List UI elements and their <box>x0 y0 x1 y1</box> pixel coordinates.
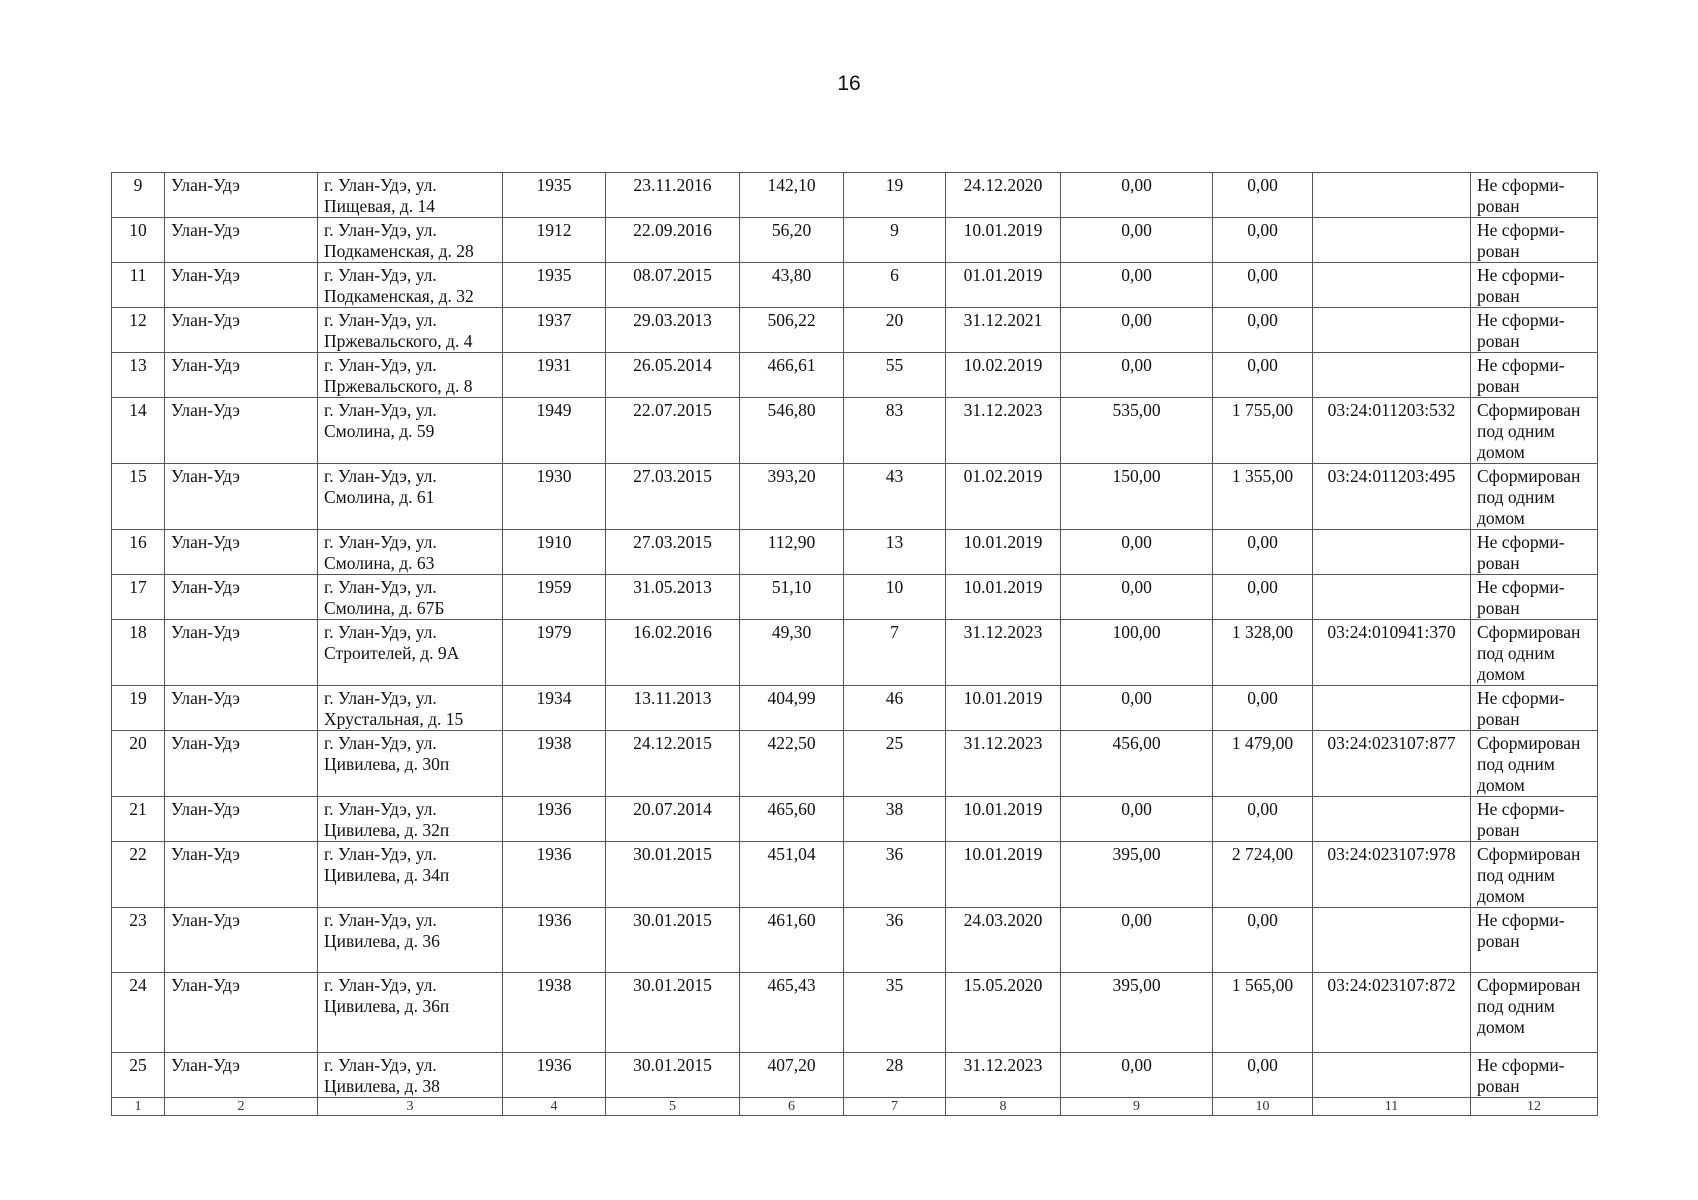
value-col10-cell: 1 479,00 <box>1213 731 1313 797</box>
land-status-cell: Сформирован под одним домом <box>1471 464 1598 530</box>
row-number-cell: 17 <box>112 575 165 620</box>
table-body <box>112 173 1598 1116</box>
city-cell: Улан-Удэ <box>165 620 318 686</box>
table-row <box>112 973 1598 1053</box>
build-year-cell: 1931 <box>503 353 606 398</box>
recognition-date-cell: 29.03.2013 <box>606 308 740 353</box>
recognition-date-cell: 30.01.2015 <box>606 842 740 908</box>
value-col10-cell: 0,00 <box>1213 908 1313 973</box>
table-row <box>112 842 1598 908</box>
row-number-cell: 22 <box>112 842 165 908</box>
value-col10-cell: 1 565,00 <box>1213 973 1313 1053</box>
column-number: 12 <box>1471 1098 1598 1116</box>
resettlement-deadline-cell: 31.12.2023 <box>946 620 1061 686</box>
cadastral-number-cell <box>1313 686 1471 731</box>
land-status-cell: Не сформи- рован <box>1471 530 1598 575</box>
land-status-cell: Не сформи- рован <box>1471 263 1598 308</box>
recognition-date-cell: 23.11.2016 <box>606 173 740 218</box>
row-number-cell: 25 <box>112 1053 165 1098</box>
resettlement-deadline-cell: 31.12.2023 <box>946 398 1061 464</box>
resettlement-deadline-cell: 10.01.2019 <box>946 686 1061 731</box>
row-number-cell: 19 <box>112 686 165 731</box>
land-status-cell: Не сформи- рован <box>1471 173 1598 218</box>
row-number-cell: 9 <box>112 173 165 218</box>
table-row <box>112 464 1598 530</box>
residents-cell: 46 <box>844 686 946 731</box>
recognition-date-cell: 30.01.2015 <box>606 973 740 1053</box>
city-cell: Улан-Удэ <box>165 173 318 218</box>
value-col9-cell: 0,00 <box>1061 353 1213 398</box>
resettlement-deadline-cell: 31.12.2023 <box>946 1053 1061 1098</box>
value-col10-cell: 0,00 <box>1213 575 1313 620</box>
address-cell: г. Улан-Удэ, ул. Смолина, д. 61 <box>318 464 503 530</box>
land-status-cell: Не сформи- рован <box>1471 686 1598 731</box>
value-col9-cell: 535,00 <box>1061 398 1213 464</box>
resettlement-deadline-cell: 31.12.2023 <box>946 731 1061 797</box>
recognition-date-cell: 27.03.2015 <box>606 530 740 575</box>
recognition-date-cell: 24.12.2015 <box>606 731 740 797</box>
recognition-date-cell: 20.07.2014 <box>606 797 740 842</box>
city-cell: Улан-Удэ <box>165 308 318 353</box>
address-cell: г. Улан-Удэ, ул. Смолина, д. 67Б <box>318 575 503 620</box>
value-col9-cell: 0,00 <box>1061 308 1213 353</box>
row-number-cell: 11 <box>112 263 165 308</box>
area-cell: 56,20 <box>740 218 844 263</box>
cadastral-number-cell <box>1313 908 1471 973</box>
column-number: 10 <box>1213 1098 1313 1116</box>
area-cell: 461,60 <box>740 908 844 973</box>
value-col9-cell: 100,00 <box>1061 620 1213 686</box>
column-number: 1 <box>112 1098 165 1116</box>
resettlement-deadline-cell: 31.12.2021 <box>946 308 1061 353</box>
area-cell: 51,10 <box>740 575 844 620</box>
residents-cell: 83 <box>844 398 946 464</box>
build-year-cell: 1937 <box>503 308 606 353</box>
value-col9-cell: 395,00 <box>1061 842 1213 908</box>
value-col10-cell: 0,00 <box>1213 308 1313 353</box>
column-number: 7 <box>844 1098 946 1116</box>
recognition-date-cell: 13.11.2013 <box>606 686 740 731</box>
cadastral-number-cell <box>1313 797 1471 842</box>
address-cell: г. Улан-Удэ, ул. Цивилева, д. 36п <box>318 973 503 1053</box>
cadastral-number-cell <box>1313 263 1471 308</box>
cadastral-number-cell: 03:24:023107:872 <box>1313 973 1471 1053</box>
column-number: 3 <box>318 1098 503 1116</box>
build-year-cell: 1938 <box>503 731 606 797</box>
table-row <box>112 731 1598 797</box>
residents-cell: 10 <box>844 575 946 620</box>
address-cell: г. Улан-Удэ, ул. Цивилева, д. 30п <box>318 731 503 797</box>
resettlement-deadline-cell: 10.01.2019 <box>946 575 1061 620</box>
column-number: 6 <box>740 1098 844 1116</box>
row-number-cell: 15 <box>112 464 165 530</box>
value-col10-cell: 1 755,00 <box>1213 398 1313 464</box>
recognition-date-cell: 16.02.2016 <box>606 620 740 686</box>
address-cell: г. Улан-Удэ, ул. Хрустальная, д. 15 <box>318 686 503 731</box>
value-col9-cell: 150,00 <box>1061 464 1213 530</box>
table-row <box>112 398 1598 464</box>
area-cell: 43,80 <box>740 263 844 308</box>
address-cell: г. Улан-Удэ, ул. Подкаменская, д. 32 <box>318 263 503 308</box>
land-status-cell: Сформирован под одним домом <box>1471 973 1598 1053</box>
recognition-date-cell: 30.01.2015 <box>606 1053 740 1098</box>
resettlement-deadline-cell: 10.01.2019 <box>946 530 1061 575</box>
value-col10-cell: 0,00 <box>1213 173 1313 218</box>
value-col9-cell: 0,00 <box>1061 908 1213 973</box>
build-year-cell: 1934 <box>503 686 606 731</box>
value-col9-cell: 0,00 <box>1061 1053 1213 1098</box>
row-number-cell: 13 <box>112 353 165 398</box>
table-row <box>112 575 1598 620</box>
residents-cell: 13 <box>844 530 946 575</box>
value-col9-cell: 0,00 <box>1061 797 1213 842</box>
residents-cell: 9 <box>844 218 946 263</box>
area-cell: 142,10 <box>740 173 844 218</box>
area-cell: 407,20 <box>740 1053 844 1098</box>
land-status-cell: Сформирован под одним домом <box>1471 398 1598 464</box>
city-cell: Улан-Удэ <box>165 973 318 1053</box>
build-year-cell: 1935 <box>503 263 606 308</box>
resettlement-deadline-cell: 15.05.2020 <box>946 973 1061 1053</box>
value-col9-cell: 0,00 <box>1061 686 1213 731</box>
value-col9-cell: 456,00 <box>1061 731 1213 797</box>
table-row <box>112 1053 1598 1098</box>
row-number-cell: 12 <box>112 308 165 353</box>
resettlement-deadline-cell: 01.01.2019 <box>946 263 1061 308</box>
land-status-cell: Не сформи- рован <box>1471 218 1598 263</box>
value-col10-cell: 0,00 <box>1213 218 1313 263</box>
build-year-cell: 1979 <box>503 620 606 686</box>
build-year-cell: 1935 <box>503 173 606 218</box>
cadastral-number-cell: 03:24:023107:877 <box>1313 731 1471 797</box>
residents-cell: 38 <box>844 797 946 842</box>
build-year-cell: 1936 <box>503 908 606 973</box>
value-col10-cell: 0,00 <box>1213 353 1313 398</box>
cadastral-number-cell: 03:24:023107:978 <box>1313 842 1471 908</box>
address-cell: г. Улан-Удэ, ул. Строителей, д. 9А <box>318 620 503 686</box>
land-status-cell: Не сформи- рован <box>1471 1053 1598 1098</box>
land-status-cell: Не сформи- рован <box>1471 575 1598 620</box>
residents-cell: 36 <box>844 842 946 908</box>
value-col10-cell: 0,00 <box>1213 1053 1313 1098</box>
recognition-date-cell: 31.05.2013 <box>606 575 740 620</box>
land-status-cell: Не сформи- рован <box>1471 797 1598 842</box>
cadastral-number-cell <box>1313 218 1471 263</box>
address-cell: г. Улан-Удэ, ул. Цивилева, д. 36 <box>318 908 503 973</box>
land-status-cell: Не сформи- рован <box>1471 308 1598 353</box>
resettlement-deadline-cell: 10.01.2019 <box>946 218 1061 263</box>
build-year-cell: 1936 <box>503 1053 606 1098</box>
cadastral-number-cell: 03:24:011203:532 <box>1313 398 1471 464</box>
value-col10-cell: 1 355,00 <box>1213 464 1313 530</box>
build-year-cell: 1912 <box>503 218 606 263</box>
residents-cell: 19 <box>844 173 946 218</box>
land-status-cell: Сформирован под одним домом <box>1471 842 1598 908</box>
residents-cell: 36 <box>844 908 946 973</box>
city-cell: Улан-Удэ <box>165 1053 318 1098</box>
residents-cell: 35 <box>844 973 946 1053</box>
residents-cell: 55 <box>844 353 946 398</box>
housing-registry-table <box>111 172 1598 1116</box>
table-row <box>112 908 1598 973</box>
area-cell: 466,61 <box>740 353 844 398</box>
cadastral-number-cell: 03:24:011203:495 <box>1313 464 1471 530</box>
value-col10-cell: 1 328,00 <box>1213 620 1313 686</box>
city-cell: Улан-Удэ <box>165 575 318 620</box>
resettlement-deadline-cell: 10.02.2019 <box>946 353 1061 398</box>
table-row <box>112 308 1598 353</box>
column-number: 8 <box>946 1098 1061 1116</box>
land-status-cell: Сформирован под одним домом <box>1471 731 1598 797</box>
table-row <box>112 353 1598 398</box>
cadastral-number-cell <box>1313 575 1471 620</box>
resettlement-deadline-cell: 10.01.2019 <box>946 842 1061 908</box>
residents-cell: 20 <box>844 308 946 353</box>
address-cell: г. Улан-Удэ, ул. Цивилева, д. 34п <box>318 842 503 908</box>
cadastral-number-cell <box>1313 308 1471 353</box>
build-year-cell: 1936 <box>503 842 606 908</box>
area-cell: 451,04 <box>740 842 844 908</box>
area-cell: 49,30 <box>740 620 844 686</box>
recognition-date-cell: 27.03.2015 <box>606 464 740 530</box>
land-status-cell: Не сформи- рован <box>1471 353 1598 398</box>
page-number: 16 <box>837 72 861 95</box>
build-year-cell: 1936 <box>503 797 606 842</box>
city-cell: Улан-Удэ <box>165 398 318 464</box>
residents-cell: 28 <box>844 1053 946 1098</box>
address-cell: г. Улан-Удэ, ул. Цивилева, д. 38 <box>318 1053 503 1098</box>
recognition-date-cell: 22.07.2015 <box>606 398 740 464</box>
resettlement-deadline-cell: 10.01.2019 <box>946 797 1061 842</box>
build-year-cell: 1949 <box>503 398 606 464</box>
value-col10-cell: 2 724,00 <box>1213 842 1313 908</box>
address-cell: г. Улан-Удэ, ул. Смолина, д. 59 <box>318 398 503 464</box>
column-number-row <box>112 1098 1598 1116</box>
residents-cell: 43 <box>844 464 946 530</box>
area-cell: 465,60 <box>740 797 844 842</box>
value-col9-cell: 0,00 <box>1061 218 1213 263</box>
resettlement-deadline-cell: 24.12.2020 <box>946 173 1061 218</box>
value-col9-cell: 0,00 <box>1061 173 1213 218</box>
address-cell: г. Улан-Удэ, ул. Смолина, д. 63 <box>318 530 503 575</box>
column-number: 4 <box>503 1098 606 1116</box>
city-cell: Улан-Удэ <box>165 263 318 308</box>
resettlement-deadline-cell: 01.02.2019 <box>946 464 1061 530</box>
city-cell: Улан-Удэ <box>165 686 318 731</box>
residents-cell: 6 <box>844 263 946 308</box>
cadastral-number-cell: 03:24:010941:370 <box>1313 620 1471 686</box>
residents-cell: 7 <box>844 620 946 686</box>
city-cell: Улан-Удэ <box>165 731 318 797</box>
row-number-cell: 20 <box>112 731 165 797</box>
table-row <box>112 620 1598 686</box>
row-number-cell: 24 <box>112 973 165 1053</box>
area-cell: 422,50 <box>740 731 844 797</box>
recognition-date-cell: 08.07.2015 <box>606 263 740 308</box>
value-col9-cell: 0,00 <box>1061 530 1213 575</box>
address-cell: г. Улан-Удэ, ул. Цивилева, д. 32п <box>318 797 503 842</box>
area-cell: 112,90 <box>740 530 844 575</box>
build-year-cell: 1959 <box>503 575 606 620</box>
land-status-cell: Не сформи- рован <box>1471 908 1598 973</box>
recognition-date-cell: 22.09.2016 <box>606 218 740 263</box>
residents-cell: 25 <box>844 731 946 797</box>
cadastral-number-cell <box>1313 530 1471 575</box>
city-cell: Улан-Удэ <box>165 353 318 398</box>
address-cell: г. Улан-Удэ, ул. Подкаменская, д. 28 <box>318 218 503 263</box>
table-row <box>112 530 1598 575</box>
table-row <box>112 218 1598 263</box>
city-cell: Улан-Удэ <box>165 464 318 530</box>
column-number: 9 <box>1061 1098 1213 1116</box>
value-col9-cell: 0,00 <box>1061 263 1213 308</box>
value-col10-cell: 0,00 <box>1213 263 1313 308</box>
column-number: 11 <box>1313 1098 1471 1116</box>
city-cell: Улан-Удэ <box>165 530 318 575</box>
value-col10-cell: 0,00 <box>1213 686 1313 731</box>
city-cell: Улан-Удэ <box>165 908 318 973</box>
value-col9-cell: 0,00 <box>1061 575 1213 620</box>
column-number: 2 <box>165 1098 318 1116</box>
column-number: 5 <box>606 1098 740 1116</box>
row-number-cell: 23 <box>112 908 165 973</box>
value-col10-cell: 0,00 <box>1213 530 1313 575</box>
build-year-cell: 1938 <box>503 973 606 1053</box>
recognition-date-cell: 30.01.2015 <box>606 908 740 973</box>
recognition-date-cell: 26.05.2014 <box>606 353 740 398</box>
area-cell: 404,99 <box>740 686 844 731</box>
land-status-cell: Сформирован под одним домом <box>1471 620 1598 686</box>
build-year-cell: 1910 <box>503 530 606 575</box>
area-cell: 506,22 <box>740 308 844 353</box>
area-cell: 393,20 <box>740 464 844 530</box>
cadastral-number-cell <box>1313 1053 1471 1098</box>
cadastral-number-cell <box>1313 173 1471 218</box>
table-row <box>112 686 1598 731</box>
row-number-cell: 21 <box>112 797 165 842</box>
row-number-cell: 18 <box>112 620 165 686</box>
address-cell: г. Улан-Удэ, ул. Пржевальского, д. 4 <box>318 308 503 353</box>
cadastral-number-cell <box>1313 353 1471 398</box>
build-year-cell: 1930 <box>503 464 606 530</box>
area-cell: 546,80 <box>740 398 844 464</box>
address-cell: г. Улан-Удэ, ул. Пищевая, д. 14 <box>318 173 503 218</box>
area-cell: 465,43 <box>740 973 844 1053</box>
resettlement-deadline-cell: 24.03.2020 <box>946 908 1061 973</box>
city-cell: Улан-Удэ <box>165 797 318 842</box>
city-cell: Улан-Удэ <box>165 842 318 908</box>
value-col10-cell: 0,00 <box>1213 797 1313 842</box>
table-row <box>112 797 1598 842</box>
row-number-cell: 14 <box>112 398 165 464</box>
address-cell: г. Улан-Удэ, ул. Пржевальского, д. 8 <box>318 353 503 398</box>
value-col9-cell: 395,00 <box>1061 973 1213 1053</box>
row-number-cell: 16 <box>112 530 165 575</box>
table-row <box>112 173 1598 218</box>
table-row <box>112 263 1598 308</box>
city-cell: Улан-Удэ <box>165 218 318 263</box>
row-number-cell: 10 <box>112 218 165 263</box>
